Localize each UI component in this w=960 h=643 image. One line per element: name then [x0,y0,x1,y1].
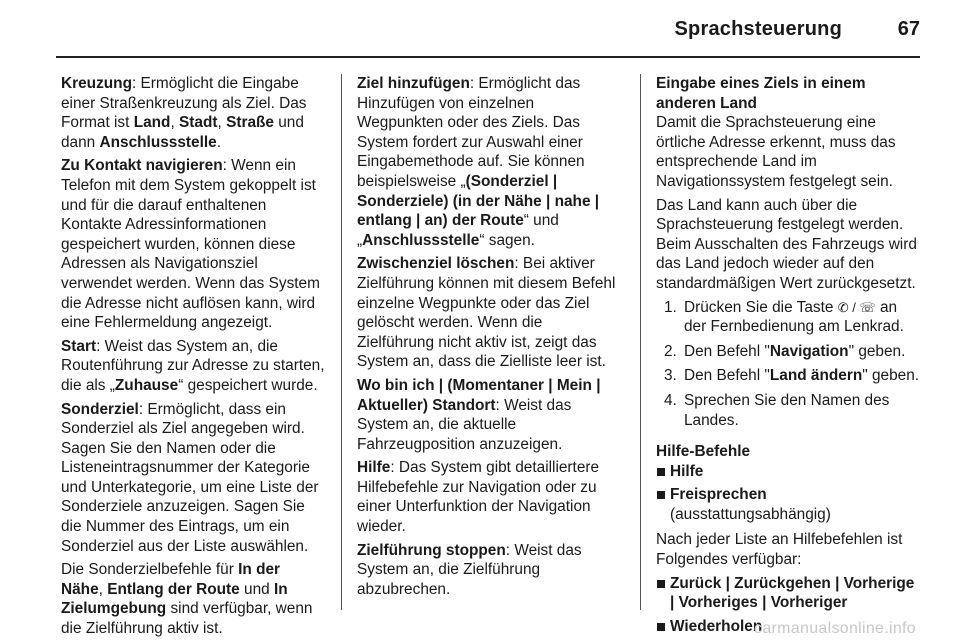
paragraph-after-list: Nach jeder Liste an Hilfebefehlen ist Folgendes verfügbar: [656,531,903,569]
text: : Weist das System an, die Routenführung zur Adresse zu starten, die als „ [61,337,325,394]
text: Die Sonderzielbefehle für [61,561,239,579]
term-ziel-hinzufuegen: Ziel hinzufügen [357,75,470,92]
text: , [217,114,227,132]
voice-phone-icon: ✆ / ☏ [837,299,876,315]
bullet-square-icon [657,468,665,476]
page-header [0,0,960,52]
term-stadt: Stadt [179,114,218,132]
term-kontakt: Zu Kontakt navigieren [61,157,223,175]
steps-list [656,298,920,431]
column-divider-1 [341,74,342,610]
term-sonderziel-route: (Sonderziel | Sonderziele) (in der Nähe | nahe | entlang | an) der Route [357,172,600,230]
paragraph-land-1: Damit die Sprachsteuerung eine örtliche Adresse erkennt, muss das entsprechende Land im Navigationssystem festgelegt sein. [656,114,896,190]
text: Den Befehl " [684,342,770,360]
text: , [98,580,108,598]
section-heading-land: Eingabe eines Ziels in einem anderen Land [656,75,866,112]
term-zwischenziel: Zwischenziel löschen [357,255,515,273]
term-wo-bin-ich: Wo bin ich | (Momentaner | Mein | Aktueller) Standort [357,376,601,414]
text: Drücken Sie die Taste [684,298,838,316]
text: an der Fernbedienung am Lenkrad. [684,298,904,336]
column-3 [656,74,920,642]
paragraph-kontakt [61,156,325,332]
list-item [656,485,920,524]
text: Den Befehl " [684,367,770,385]
text: “ und „ [357,212,559,249]
term-sonderziel: Sonderziel [61,400,139,418]
paragraph-zielfuehrung-stoppen [357,541,621,600]
text: Sprechen Sie den Namen des Landes. [684,391,890,429]
paragraph-kreuzung [61,74,325,152]
step-number: 2. [664,342,677,360]
hilfe-bullets [656,462,920,525]
text: : Ermöglicht die Eingabe einer Straßenkreuzung als Ziel. Das Format ist [61,75,307,132]
term-strasse: Straße [226,114,274,132]
step-item [656,366,920,386]
text: . [216,133,221,151]
paragraph-sonderziel [61,400,325,557]
list-item [656,574,920,613]
text: sind verfügbar, wenn die Zielführung aktiv ist. [61,600,313,638]
header-divider [56,56,920,58]
term-entlang-der-route: Entlang der Route [107,580,240,598]
text: “ sagen. [479,231,535,249]
term-anschlussstelle: Anschlussstelle [99,133,217,151]
term-hilfe: Hilfe [357,459,391,477]
term-land-aendern: Land ändern [769,367,863,385]
column-1 [61,74,325,643]
step-item [656,298,920,337]
text: und dann [61,114,304,151]
term-zielfuehrung-stoppen: Zielführung stoppen [357,541,506,559]
watermark: carmanualsonline.info [754,620,916,637]
step-number: 1. [664,298,677,316]
paragraph-hilfe [357,458,621,536]
text: : Das System gibt detailliertere Hilfebefehle zur Navigation oder zu einer Unterfunktion der Navigation wieder. [357,459,600,536]
paragraph-land-2: Das Land kann auch über die Sprachsteuerung festgelegt werden. Beim Ausschalten des Fahrzeugs wird das Land jedoch wieder auf den standardmäßigen Wert zurückgesetzt. [656,196,917,292]
term-in-zielumgebung: In Zielumgebung [61,580,288,618]
bullet-square-icon [657,491,665,499]
text: " geben. [848,342,906,360]
paragraph-ziel-hinzufuegen [357,74,621,250]
term-zuhause: Zuhause [114,376,179,394]
step-number: 4. [664,391,677,409]
section-heading-hilfe: Hilfe-Befehle [656,443,751,461]
term-anschlussstelle: Anschlussstelle [362,231,480,249]
text: “ gespeichert wurde. [178,376,318,394]
term-freisprechen: Freisprechen [670,486,767,504]
text: : Ermöglicht, dass ein Sonderziel als Ziel angegeben wird. Sagen Sie den Namen oder die Listeneintragsnummer der Kategorie und Unterkategorie, um eine Liste der Sonderziele anzuzeigen. Sagen Sie die Nummer des Eintrags, um ein Sonderziel aus der Liste auswählen. [61,400,319,555]
term-land: Land [133,114,171,132]
page-title: Sprachsteuerung [674,18,842,40]
text: (ausstattungsabhängig) [670,505,831,523]
column-2 [357,74,621,603]
text: " geben. [862,367,920,385]
text: und [239,580,274,598]
text: : Weist das System an, die aktuelle Fahrzeugposition anzuzeigen. [357,396,572,453]
term-wiederholen: Wiederholen [670,617,763,635]
text: , [170,114,180,132]
term-zurueck: Zurück | Zurückgehen | Vorherige | Vorheriges | Vorheriger [670,574,915,612]
bullet-square-icon [657,623,665,631]
bullet-square-icon [657,580,665,588]
paragraph-zwischenziel [357,254,621,372]
term-navigation: Navigation [769,342,849,360]
page-number: 67 [897,18,920,40]
step-item [656,391,920,430]
text: : Ermöglicht das Hinzufügen von einzelnen Wegpunkten oder des Ziels. Das System fordert zur Auswahl einer Eingabemethode auf. Sie können beispielsweise „ [357,75,585,190]
term-kreuzung: Kreuzung [61,75,132,92]
term-hilfe: Hilfe [670,462,704,480]
text: : Wenn ein Telefon mit dem System gekoppelt ist und für die darauf enthaltenen Kontakte Adressinformationen gespeichert wurden, können diese Adressen als Navigationsziel verwendet werden. Wenn das System die Adresse nicht auflösen kann, wird eine Fehlermeldung angezeigt. [61,157,320,332]
text: : Weist das System an, die Zielführung abzubrechen. [357,541,582,598]
step-number: 3. [664,367,677,385]
column-divider-2 [640,74,641,610]
paragraph-wo-bin-ich [357,376,621,454]
term-in-der-naehe: In der Nähe [61,561,281,598]
paragraph-start [61,337,325,396]
list-item [656,462,920,482]
text: : Bei aktiver Zielführung können mit diesem Befehl einzelne Wegpunkte oder das Ziel gelöscht werden. Wenn die Zielführung nicht aktiv ist, zeigt das System an, dass die Zielliste leer ist. [357,255,616,371]
paragraph-befehle [61,560,325,638]
step-item [656,342,920,362]
term-start: Start [61,337,97,355]
